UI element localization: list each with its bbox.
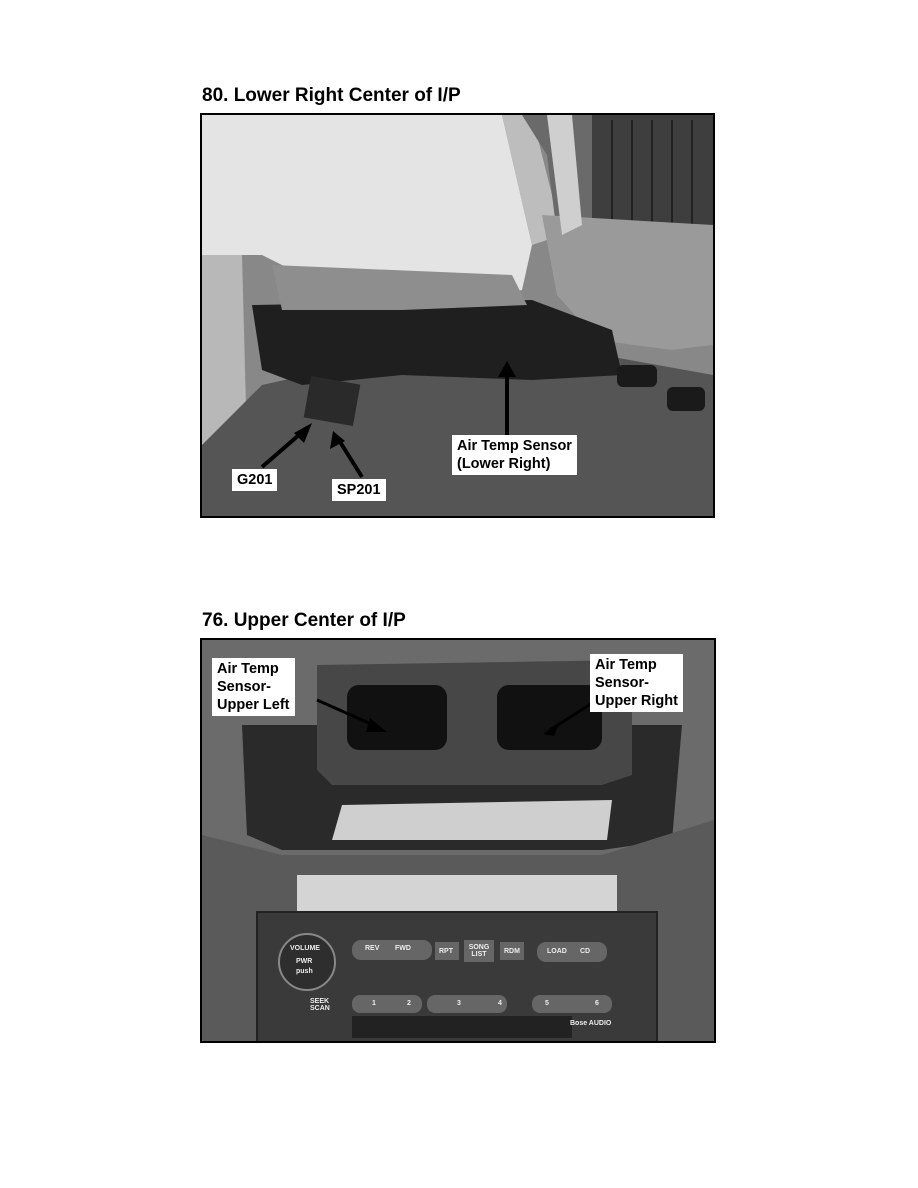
preset-3-button: 3	[457, 1000, 461, 1007]
cd-button: CD	[580, 948, 591, 955]
rpt-button: RPT	[439, 948, 453, 955]
seek-scan-button: SEEK SCAN	[310, 998, 330, 1012]
preset-2-button: 2	[407, 1000, 411, 1007]
preset-5-button: 5	[545, 1000, 549, 1007]
song-list-button: SONG LIST	[468, 944, 490, 958]
load-button: LOAD	[547, 948, 567, 955]
brand-label: Bose AUDIO	[570, 1020, 612, 1027]
rev-button: REV	[365, 945, 380, 952]
callout-g201: G201	[232, 469, 277, 491]
push-label: push	[296, 968, 313, 975]
figure-1-title: 80. Lower Right Center of I/P	[202, 85, 461, 106]
preset-1-button: 1	[372, 1000, 376, 1007]
figure-2-title: 76. Upper Center of I/P	[202, 610, 406, 631]
preset-6-button: 6	[595, 1000, 599, 1007]
figure-2-photo	[200, 638, 716, 1043]
fwd-button: FWD	[395, 945, 411, 952]
callout-air-temp-upper-left: Air Temp Sensor- Upper Left	[212, 658, 295, 716]
callout-air-temp-lower-right: Air Temp Sensor (Lower Right)	[452, 435, 577, 475]
volume-knob-label: VOLUME	[290, 945, 320, 952]
callout-air-temp-upper-right: Air Temp Sensor- Upper Right	[590, 654, 683, 712]
callout-sp201: SP201	[332, 479, 386, 501]
rdm-button: RDM	[504, 948, 520, 955]
pwr-label: PWR	[296, 958, 313, 965]
preset-4-button: 4	[498, 1000, 502, 1007]
figure-1-photo	[200, 113, 715, 518]
